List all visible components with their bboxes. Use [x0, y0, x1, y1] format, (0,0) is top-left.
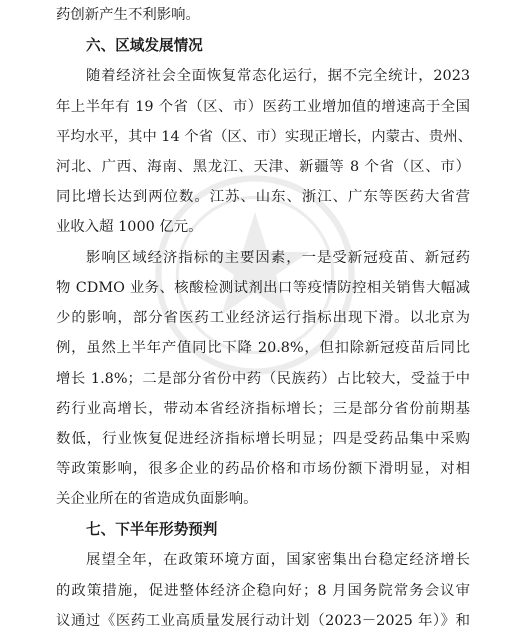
- text-line: 展望全年，在政策环境方面，国家密集出台稳定经济增长: [86, 552, 470, 568]
- text-line: 药行业高增长，带动本省经济指标增长；三是部分省份前期基: [56, 401, 470, 417]
- text-line: 等政策影响，很多企业的药品价格和市场份额下滑明显，对相: [56, 461, 470, 477]
- text-line: 物 CDMO 业务、核酸检测试剂出口等疫情防控相关销售大幅减: [56, 280, 470, 296]
- text-line: 平均水平，其中 14 个省（区、市）实现正增长，内蒙古、贵州、: [56, 129, 473, 145]
- text-line: 随着经济社会全面恢复常态化运行，据不完全统计，2023: [86, 68, 470, 84]
- text-line: 河北、广西、海南、黑龙江、天津、新疆等 8 个省（区、市）: [56, 159, 470, 175]
- text-line: 同比增长达到两位数。江苏、山东、浙江、广东等医药大省营: [56, 189, 470, 205]
- section-heading: 六、区域发展情况: [86, 37, 203, 54]
- text-line: 影响区域经济指标的主要因素，一是受新冠疫苗、新冠药: [86, 250, 470, 266]
- text-line: 议通过《医药工业高质量发展行动计划（2023－2025 年）》和: [56, 613, 470, 629]
- text-line: 的政策措施，促进整体经济企稳向好；8 月国务院常务会议审: [56, 583, 470, 599]
- text-line: 例，虽然上半年产值同比下降 20.8%，但扣除新冠疫苗后同比: [56, 340, 470, 356]
- text-line: 增长 1.8%；二是部分省份中药（民族药）占比较大，受益于中: [56, 371, 470, 387]
- text-line: 少的影响，部分省医药工业经济运行指标出现下滑。以北京为: [56, 310, 470, 326]
- text-line: 年上半年有 19 个省（区、市）医药工业增加值的增速高于全国: [56, 99, 470, 115]
- section-heading: 七、下半年形势预判: [86, 521, 218, 538]
- text-line: 数低，行业恢复促进经济指标增长明显；四是受药品集中采购: [56, 431, 470, 447]
- text-line: 关企业所在的省造成负面影响。: [56, 491, 258, 507]
- text-line: 业收入超 1000 亿元。: [56, 219, 203, 235]
- text-line: 药创新产生不利影响。: [56, 7, 200, 23]
